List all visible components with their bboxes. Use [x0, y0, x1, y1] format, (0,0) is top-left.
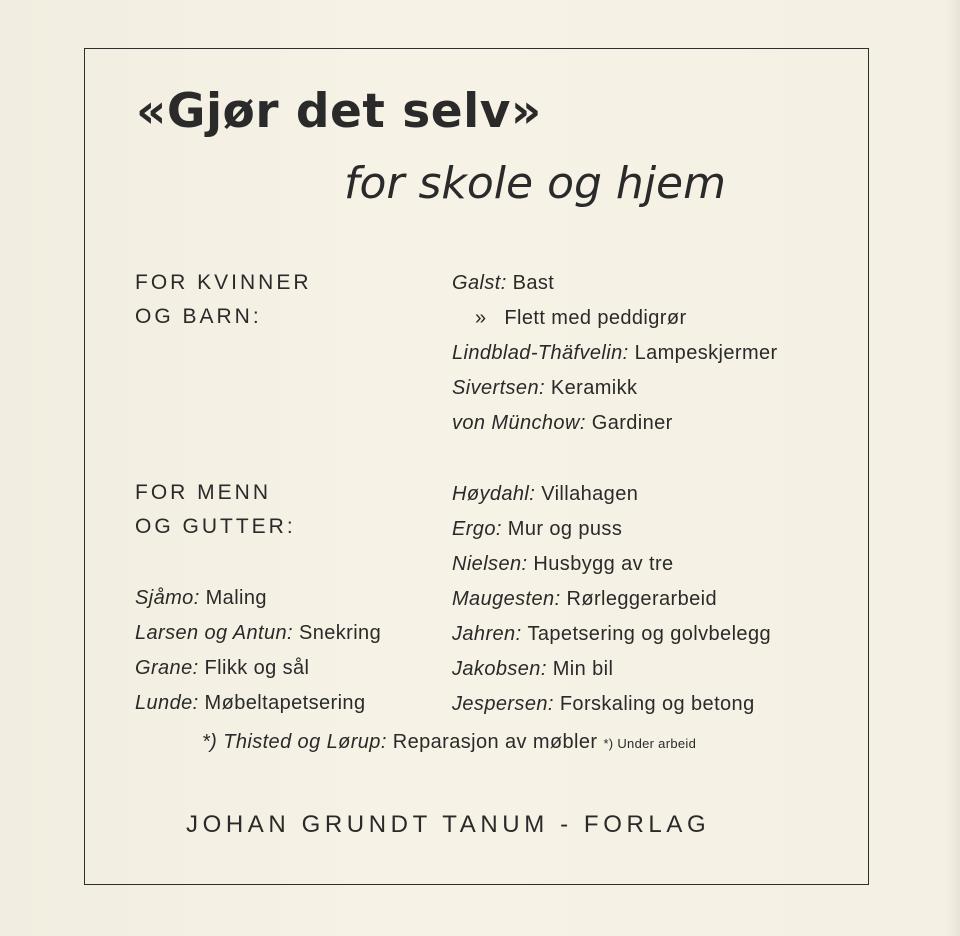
- entry-title: Forskaling og betong: [559, 693, 755, 715]
- entry-separator: :: [192, 692, 205, 714]
- entry-title: Husbygg av tre: [533, 553, 674, 575]
- entry-title: Snekring: [298, 622, 382, 644]
- entry-author: Sjåmo: [135, 587, 194, 609]
- list-item: [135, 620, 381, 646]
- list-item: [135, 585, 267, 611]
- list-item: [452, 586, 717, 612]
- entry-separator: :: [547, 693, 560, 715]
- entry-separator: :: [579, 412, 592, 434]
- list-item: [452, 621, 771, 647]
- list-item: [452, 270, 554, 296]
- entry-separator: :: [529, 483, 542, 505]
- entry-author: Maugesten: [452, 588, 555, 610]
- section-heading-women-line1: FOR KVINNER: [135, 271, 312, 294]
- entry-separator: :: [538, 377, 551, 399]
- list-item: [452, 410, 673, 436]
- entry-author: von Münchow: [452, 412, 580, 434]
- list-item: [475, 305, 687, 331]
- list-item: [452, 375, 637, 401]
- entry-separator: :: [622, 342, 635, 364]
- entry-title: Reparasjon av møbler: [392, 731, 598, 753]
- entry-title: Maling: [205, 587, 267, 609]
- list-item: [452, 691, 755, 717]
- entry-author: Larsen og Antun: [135, 622, 288, 644]
- entry-author: Grane: [135, 657, 193, 679]
- entry-separator: :: [500, 272, 513, 294]
- page-subtitle: for skole og hjem: [344, 158, 726, 209]
- page-title: «Gjør det selv»: [136, 84, 542, 139]
- list-item: [452, 551, 674, 577]
- footnote-marker: *): [202, 731, 218, 753]
- entry-title: Villahagen: [541, 483, 639, 505]
- list-item: [452, 656, 613, 682]
- entry-author: Thisted og Lørup: [223, 731, 381, 753]
- section-heading-women-line2: OG BARN:: [135, 305, 262, 328]
- entry-author: Ergo: [452, 518, 496, 540]
- entry-separator: :: [192, 657, 205, 679]
- ditto-mark: »: [475, 307, 487, 329]
- section-heading-men-line2: OG GUTTER:: [135, 515, 296, 538]
- entry-author: Jahren: [452, 623, 516, 645]
- list-item: [452, 516, 622, 542]
- entry-title: Bast: [512, 272, 555, 294]
- entry-title: Mur og puss: [507, 518, 623, 540]
- footnote-note: *) Under arbeid: [603, 736, 697, 751]
- list-item: [135, 690, 365, 716]
- list-item: [452, 340, 778, 366]
- entry-separator: :: [287, 622, 299, 644]
- entry-title: Keramikk: [550, 377, 638, 399]
- entry-separator: :: [193, 587, 206, 609]
- entry-spacer: [487, 307, 505, 329]
- entry-separator: :: [495, 518, 508, 540]
- entry-author: Sivertsen: [452, 377, 539, 399]
- entry-title: Rørleggerarbeid: [566, 588, 717, 610]
- entry-title: Lampeskjermer: [634, 342, 778, 364]
- entry-separator: :: [521, 553, 534, 575]
- entry-separator: :: [540, 658, 553, 680]
- publisher-name: JOHAN GRUNDT TANUM - FORLAG: [186, 811, 711, 838]
- list-item: [452, 481, 638, 507]
- entry-title: Min bil: [552, 658, 614, 680]
- entry-title: Tapetsering og golvbelegg: [527, 623, 771, 645]
- entry-separator: :: [380, 731, 393, 753]
- entry-author: Galst: [452, 272, 501, 294]
- section-heading-men-line1: FOR MENN: [135, 481, 271, 504]
- footnote-entry: [202, 729, 696, 757]
- entry-author: Jespersen: [452, 693, 548, 715]
- paper-edge: [946, 0, 960, 936]
- entry-author: Høydahl: [452, 483, 530, 505]
- entry-separator: :: [554, 588, 567, 610]
- list-item: [135, 655, 309, 681]
- entry-author: Jakobsen: [452, 658, 541, 680]
- entry-title: Flikk og sål: [204, 657, 310, 679]
- entry-title: Flett med peddigrør: [504, 307, 687, 329]
- entry-author: Lunde: [135, 692, 193, 714]
- entry-title: Gardiner: [591, 412, 673, 434]
- entry-separator: :: [515, 623, 528, 645]
- entry-title: Møbeltapetsering: [204, 692, 366, 714]
- entry-author: Nielsen: [452, 553, 522, 575]
- entry-author: Lindblad-Thäfvelin: [452, 342, 623, 364]
